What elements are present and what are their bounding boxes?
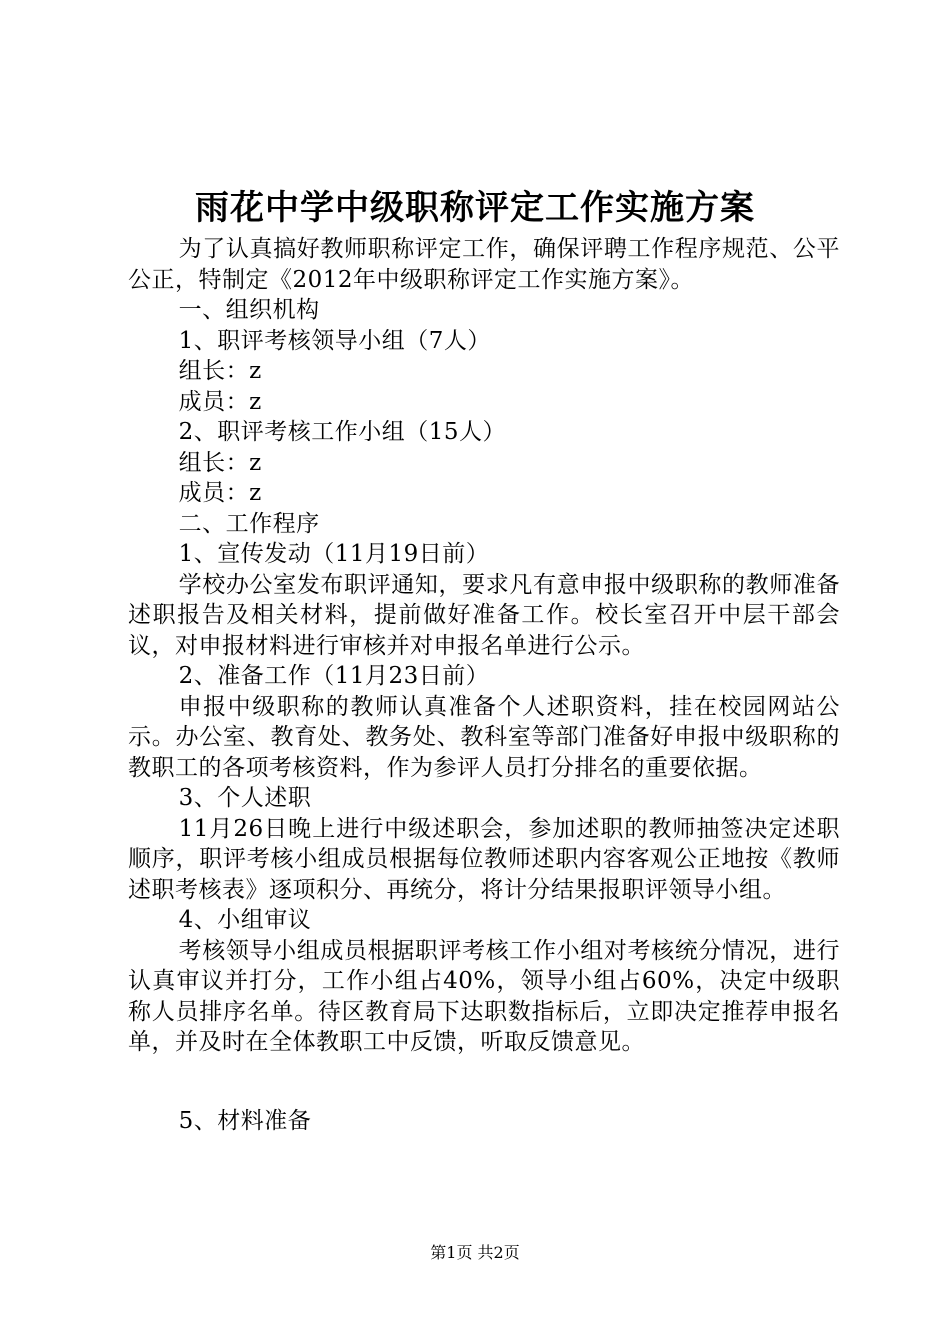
paragraph-gap xyxy=(128,1058,840,1106)
step-preparation-text: 申报中级职称的教师认真准备个人述职资料，挂在校园网站公示。办公室、教育处、教务处、教科室等部门准备好申报中级职称的教职工的各项考核资料，作为参评人员打分排名的重要依据。 xyxy=(128,693,840,781)
step-report-heading: 3、个人述职 xyxy=(178,785,312,811)
leadership-group-leader: 组长：z xyxy=(178,358,262,384)
document-title: 雨花中学中级职称评定工作实施方案 xyxy=(195,188,755,228)
working-group-leader: 组长：z xyxy=(178,449,262,476)
step-report-text: 11月26日晚上进行中级述职会，参加述职的教师抽签决定述职顺序，职评考核小组成员根据每位教师述职内容客观公正地按《教师述职考核表》逐项积分、再统分，将计分结果报职评领导小组。 xyxy=(128,815,840,903)
section-heading-procedure: 二、工作程序 xyxy=(178,510,320,537)
subsection-leadership-group: 1、职评考核领导小组（7人） xyxy=(178,327,491,354)
working-group-members: 成员：z xyxy=(178,480,262,506)
step-review-heading: 4、小组审议 xyxy=(178,907,312,933)
step-materials-heading: 5、材料准备 xyxy=(178,1107,312,1134)
step-review-text: 考核领导小组成员根据职评考核工作小组对考核统分情况，进行认真审议并打分，工作小组占40%，领导小组占60%，决定中级职称人员排序名单。待区教育局下达职数指标后，立即决定推荐申报名单，并及时在全体教职工中反馈，听取反馈意见。 xyxy=(128,937,840,1055)
leadership-group-members: 成员：z xyxy=(178,388,262,415)
document-body xyxy=(128,234,840,1136)
subsection-working-group: 2、职评考核工作小组（15人） xyxy=(178,419,506,445)
step-preparation-heading: 2、准备工作（11月23日前） xyxy=(178,663,490,689)
intro-paragraph: 为了认真搞好教师职称评定工作，确保评聘工作程序规范、公平公正，特制定《2012年中级职称评定工作实施方案》。 xyxy=(128,236,840,293)
page-footer: 第1页 共2页 xyxy=(430,1243,520,1262)
step-publicity-heading: 1、宣传发动（11月19日前） xyxy=(178,541,490,567)
section-heading-organization: 一、组织机构 xyxy=(178,297,320,323)
step-publicity-text: 学校办公室发布职评通知，要求凡有意申报中级职称的教师准备述职报告及相关材料，提前做好准备工作。校长室召开中层干部会议，对申报材料进行审核并对申报名单进行公示。 xyxy=(128,571,840,659)
